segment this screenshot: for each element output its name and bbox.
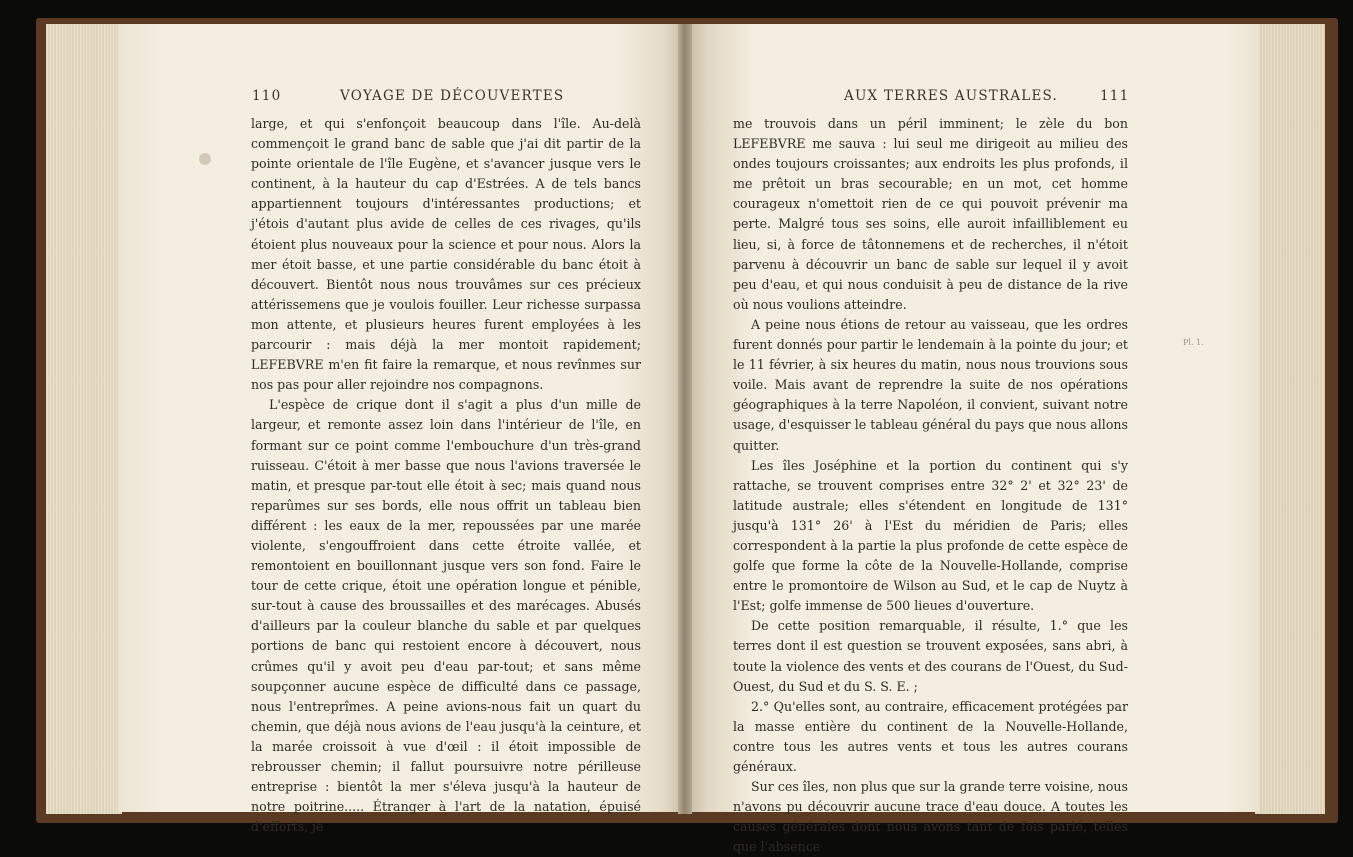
right-page-body [733, 114, 1128, 857]
paragraph: 2.° Qu'elles sont, au contraire, efficacement protégées par la masse entière du continent de la Nouvelle-Hollande, contre tous les autres vents et tous les autres courans généraux. [733, 698, 1128, 774]
paragraph: L'espèce de crique dont il s'agit a plus d'un mille de largeur, et remonte assez loin dans l'intérieur de l'île, en formant sur ce point comme l'embouchure d'un très-grand ruisseau. C'étoit à mer basse que nous l'avions traversée le matin, et presque par-tout elle étoit à sec; mais quand nous reparûmes sur ses bords, elle nous offrit un tableau bien différent : les eaux de la mer, repoussées par une marée violente, s'engouffroient dans cette étroite vallée, et remontoient en bouillonnant jusque vers son fond. Faire le tour de cette crique, étoit une opération longue et pénible, sur-tout à cause des broussailles et des marécages. Abusés d'ailleurs par la couleur blanche du sable et par quelques portions de banc qui restoient encore à découvert, nous crûmes qu'il y avoit peu d'eau par-tout; et sans même soupçonner aucune espèce de difficulté dans ce passage, nous l'entreprîmes. A peine avions-nous fait un quart du chemin, que déjà nous avions de l'eau jusqu'à la ceinture, et la marée croissoit à vue d'œil : il étoit impossible de rebrousser chemin; il fallut poursuivre notre périlleuse entreprise : bientôt la mer s'éleva jusqu'à la hauteur de notre poitrine..... Étranger à l'art de la natation, épuisé d'efforts, je [251, 397, 641, 835]
paragraph: A peine nous étions de retour au vaisseau, que les ordres furent donnés pour partir le lendemain à la pointe du jour; et le 11 février, à six heures du matin, nous nous trouvions sous voile. Mais avant de reprendre la suite de nos opérations géographiques à la terre Napoléon, il convient, suivant notre usage, d'esquisser le tableau général du pays que nous allons quitter. [733, 316, 1128, 453]
paragraph: Sur ces îles, non plus que sur la grande terre voisine, nous n'avons pu découvrir aucune trace d'eau douce. A toutes les causes générales dont nous avons tant de fois parlé, telles que l'absence [733, 779, 1128, 855]
left-page-body [251, 114, 641, 837]
left-running-head: VOYAGE DE DÉCOUVERTES [340, 88, 565, 104]
right-page-edges [1255, 24, 1325, 814]
right-running-head: AUX TERRES AUSTRALES. [844, 88, 1058, 104]
paragraph: De cette position remarquable, il résulte, 1.° que les terres dont il est question se trouvent exposées, sans abri, à toute la violence des vents et des courans de l'Ouest, du Sud-Ouest, du Sud et du S. S. E. ; [733, 618, 1128, 694]
right-page-number: 111 [1100, 88, 1130, 104]
paragraph: Les îles Joséphine et la portion du continent qui s'y rattache, se trouvent comprises entre 32° 2' et 32° 23' de latitude australe; elles s'étendent en longitude de 131° jusqu'à 131° 26' à l'Est du méridien de Paris; elles correspondent à la partie la plus profonde de cette espèce de golfe que forme la côte de la Nouvelle-Hollande, comprise entre le promontoire de Wilson au Sud, et le cap de Nuytz à l'Est; golfe immense de 500 lieues d'ouverture. [733, 457, 1128, 614]
left-page-number: 110 [252, 88, 282, 104]
paragraph: large, et qui s'enfonçoit beaucoup dans l'île. Au-delà commençoit le grand banc de sable que j'ai dit partir de la pointe orientale de l'île Eugène, et s'avancer jusque vers le continent, à la hauteur du cap d'Estrées. A de tels bancs appartiennent toujours d'intéressantes productions; et j'étois d'autant plus avide de celles de ces rivages, qu'ils étoient plus nouveaux pour la science et pour nous. Alors la mer étoit basse, et une partie considérable du banc étoit à découvert. Bientôt nous nous trouvâmes sur ces précieux attérissemens que je voulois fouiller. Leur richesse surpassa mon attente, et plusieurs heures furent employées à les parcourir : mais déjà la mer montoit rapidement; LEFEBVRE m'en fit faire la remarque, et nous revînmes sur nos pas pour aller rejoindre nos compagnons. [251, 116, 641, 393]
plate-reference-note: Pl. 1. [1183, 338, 1204, 347]
book-gutter [678, 24, 692, 814]
paper-stain [199, 153, 211, 165]
paragraph: me trouvois dans un péril imminent; le zèle du bon LEFEBVRE me sauva : lui seul me dirigeoit au milieu des ondes toujours croissantes; aux endroits les plus profonds, il me prêtoit un bras secourable; en un mot, cet homme courageux n'omettoit rien de ce qui pouvoit prévenir ma perte. Malgré tous ses soins, elle auroit infailliblement eu lieu, si, à force de tâtonnemens et de recherches, il n'étoit parvenu à découvrir un banc de sable sur lequel il y avoit peu d'eau, et qui nous conduisit à peu de distance de la rive où nous voulions atteindre. [733, 116, 1128, 312]
left-page-edges [46, 24, 122, 814]
